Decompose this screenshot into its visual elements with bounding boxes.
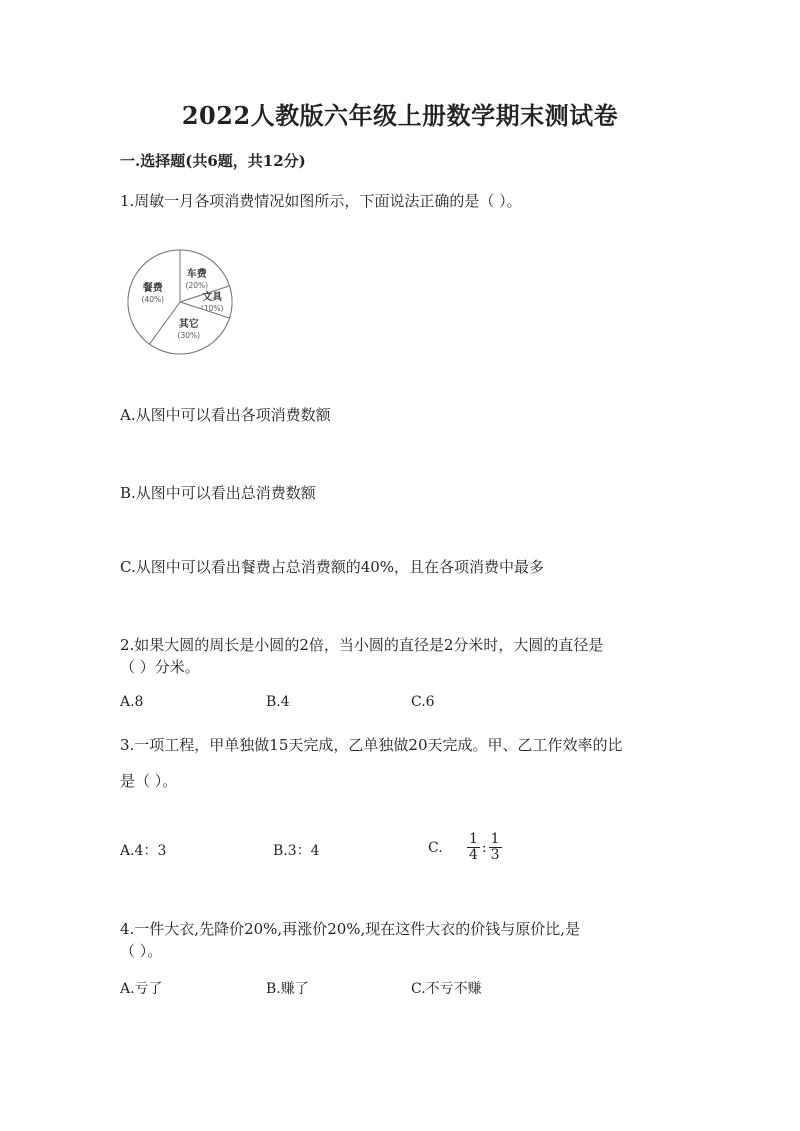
q1-option-b[interactable]: B.从图中可以看出总消费数额 xyxy=(120,484,316,502)
q4-option-a[interactable]: A.亏了 xyxy=(120,981,163,997)
question-3-text-cont: 是（ ）。 xyxy=(120,772,178,790)
q2-option-c[interactable]: C.6 xyxy=(411,694,435,710)
section-heading: 一.选择题(共6题，共12分) xyxy=(120,152,306,170)
q3-option-a[interactable]: A.4：3 xyxy=(120,843,167,859)
q4-option-c[interactable]: C.不亏不赚 xyxy=(411,981,482,997)
question-1-text: 1.周敏一月各项消费情况如图所示，下面说法正确的是（ ）。 xyxy=(120,192,522,210)
pie-slice-percent: (40%) xyxy=(141,295,165,305)
q4-option-b[interactable]: B.赚了 xyxy=(266,981,309,997)
fraction-one-third xyxy=(489,832,502,863)
page-title: 2022人教版六年级上册数学期末测试卷 xyxy=(181,101,619,130)
q2-option-a[interactable]: A.8 xyxy=(120,694,144,710)
q3-option-b[interactable]: B.3：4 xyxy=(273,843,320,859)
pie-slice-label: 车费 xyxy=(186,268,207,280)
q1-option-a[interactable]: A.从图中可以看出各项消费数额 xyxy=(120,406,331,424)
pie-slice-label: 其它 xyxy=(178,319,199,331)
q2-option-b[interactable]: B.4 xyxy=(266,694,290,710)
q1-option-c[interactable]: C.从图中可以看出餐费占总消费额的40%，且在各项消费中最多 xyxy=(120,558,545,576)
ratio-separator: : xyxy=(481,839,487,856)
pie-slice-percent: (20%) xyxy=(185,280,209,290)
question-2-text-cont: （ ）分米。 xyxy=(120,658,200,676)
question-4-text-cont: （ ）。 xyxy=(120,942,163,960)
pie-slice-percent: (10%) xyxy=(200,304,224,313)
question-2-text: 2.如果大圆的周长是小圆的2倍，当小圆的直径是2分米时，大圆的直径是 xyxy=(120,636,604,654)
pie-slice-percent: (30%) xyxy=(177,331,201,341)
q3-option-c-fraction xyxy=(467,832,502,863)
pie-slice-label: 餐费 xyxy=(142,283,163,295)
fraction-numerator: 1 xyxy=(469,831,478,847)
fraction-denominator: 4 xyxy=(469,847,478,863)
fraction-one-quarter xyxy=(467,832,480,863)
q3-option-c[interactable]: C. xyxy=(428,840,443,856)
question-3-text: 3.一项工程，甲单独做15天完成，乙单独做20天完成。甲、乙工作效率的比 xyxy=(120,736,623,754)
fraction-denominator: 3 xyxy=(490,847,500,863)
pie-chart xyxy=(120,248,240,368)
pie-slice-label: 文具 xyxy=(202,292,223,303)
fraction-numerator: 1 xyxy=(490,831,500,847)
question-4-text: 4.一件大衣,先降价20%,再涨价20%,现在这件大衣的价钱与原价比,是 xyxy=(120,920,581,938)
